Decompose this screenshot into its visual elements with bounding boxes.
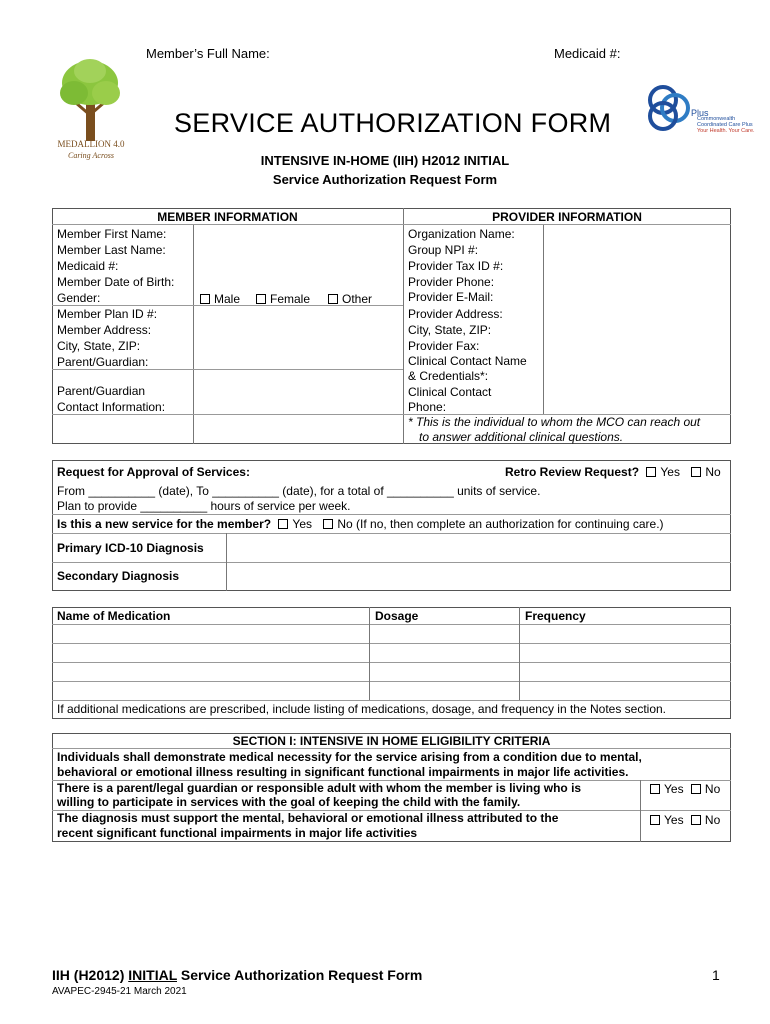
section-1-intro-1: Individuals shall demonstrate medical necessity for the service arising from a condition due to mental, xyxy=(57,750,642,764)
provider-info-heading: PROVIDER INFORMATION xyxy=(492,210,642,224)
member-field-label: Contact Information: xyxy=(57,400,166,414)
primary-diagnosis-label: Primary ICD-10 Diagnosis xyxy=(57,541,204,555)
med-column-header: Name of Medication xyxy=(57,609,171,623)
ccc-plus-circles-icon xyxy=(645,82,695,134)
provider-field-label: Organization Name: xyxy=(408,227,515,241)
provider-field-label: Provider E-Mail: xyxy=(408,290,494,304)
provider-field-label: City, State, ZIP: xyxy=(408,323,492,337)
retro-no-checkbox[interactable] xyxy=(691,467,701,477)
member-field-label: Member Address: xyxy=(57,323,152,337)
criteria-2-line-2: recent significant functional impairments in major life activities xyxy=(57,826,418,840)
service-date-range-line: From __________ (date), To __________ (date), for a total of __________ units of service. xyxy=(57,484,541,498)
section-1-intro-2: behavioral or emotional illness resulting in significant functional impairments in major life activities. xyxy=(57,765,629,779)
medallion-logo-text: MEDALLION 4.0 xyxy=(57,139,125,149)
form-title: SERVICE AUTHORIZATION FORM xyxy=(174,108,612,138)
ccc-plus-logo xyxy=(645,82,765,138)
provider-field-label: Provider Phone: xyxy=(408,275,495,289)
provider-field-label: Clinical Contact xyxy=(408,385,492,399)
new-service-yes-checkbox[interactable] xyxy=(278,519,288,529)
provider-field-label: Provider Tax ID #: xyxy=(408,259,504,273)
provider-footnote-1: * This is the individual to whom the MCO can reach out xyxy=(408,415,701,429)
section-1-heading: SECTION I: INTENSIVE IN HOME ELIGIBILITY CRITERIA xyxy=(232,734,551,748)
footer-form-name: IIH (H2012) INITIAL Service Authorization Request Form xyxy=(52,967,423,983)
provider-field-label: Clinical Contact Name xyxy=(408,354,527,368)
criteria-1-options: Yes No xyxy=(650,782,720,797)
gender-option-male[interactable]: Male xyxy=(200,292,240,307)
member-info-heading: MEMBER INFORMATION xyxy=(157,210,298,224)
member-field-label: Medicaid #: xyxy=(57,259,119,273)
medallion-logo xyxy=(50,55,132,165)
page-number: 1 xyxy=(712,967,720,983)
ccc-plus-logo-name: Commonwealth Coordinated Care Plus Your Health. Your Care. xyxy=(697,116,755,134)
member-field-label: Gender: xyxy=(57,291,101,305)
criteria-1-line-2: willing to participate in services with the goal of keeping the child with the family. xyxy=(57,795,521,809)
checkbox-icon[interactable] xyxy=(200,294,210,304)
form-code: AVAPEC-2945-21 March 2021 xyxy=(52,986,187,997)
secondary-diagnosis-label: Secondary Diagnosis xyxy=(57,569,180,583)
provider-field-label: Provider Fax: xyxy=(408,339,480,353)
criteria-2-line-1: The diagnosis must support the mental, behavioral or emotional illness attributed to the xyxy=(57,811,559,825)
medallion-logo-tagline: Caring Across xyxy=(67,151,114,160)
checkbox-icon[interactable] xyxy=(328,294,338,304)
criteria-1-no-checkbox[interactable] xyxy=(691,784,701,794)
criteria-2-options: Yes No xyxy=(650,813,720,828)
criteria-1-yes-checkbox[interactable] xyxy=(650,784,660,794)
retro-review-group: Retro Review Request? Yes No xyxy=(505,465,721,479)
primary-diagnosis-field[interactable] xyxy=(228,535,728,561)
ccc-plus-logo-plus: Plus xyxy=(691,108,709,118)
medicaid-number-label: Medicaid #: xyxy=(554,46,621,61)
criteria-2-yes-checkbox[interactable] xyxy=(650,815,660,825)
criteria-2-no-checkbox[interactable] xyxy=(691,815,701,825)
member-full-name-label: Member’s Full Name: xyxy=(146,46,270,61)
member-field-label: Parent/Guardian xyxy=(57,384,146,398)
retro-yes-label: Yes xyxy=(660,465,680,479)
medications-note: If additional medications are prescribed, include listing of medications, dosage, and frequency in the Notes section. xyxy=(57,702,667,716)
med-column-header: Dosage xyxy=(375,609,419,623)
provider-field-label: Group NPI #: xyxy=(408,243,479,257)
gender-option-female[interactable]: Female xyxy=(256,292,310,307)
member-field-label: Member First Name: xyxy=(57,227,167,241)
secondary-diagnosis-field[interactable] xyxy=(228,564,728,590)
gender-option-other[interactable]: Other xyxy=(328,292,372,307)
form-subtitle-2: Service Authorization Request Form xyxy=(272,172,498,187)
member-field-label: Member Last Name: xyxy=(57,243,166,257)
member-field-label: City, State, ZIP: xyxy=(57,339,141,353)
service-hours-line: Plan to provide __________ hours of service per week. xyxy=(57,499,351,513)
provider-field-label: Phone: xyxy=(408,400,447,414)
checkbox-icon[interactable] xyxy=(256,294,266,304)
retro-no-label: No xyxy=(705,465,721,479)
member-field-label: Member Plan ID #: xyxy=(57,307,158,321)
criteria-1-line-1: There is a parent/legal guardian or responsible adult with whom the member is living who is xyxy=(57,781,582,795)
provider-field-label: & Credentials*: xyxy=(408,369,489,383)
med-column-header: Frequency xyxy=(525,609,586,623)
new-service-group: Is this a new service for the member? Yes No (If no, then complete an authorization for continuing care.) xyxy=(57,517,664,531)
member-field-label: Parent/Guardian: xyxy=(57,355,149,369)
form-subtitle-1: INTENSIVE IN-HOME (IIH) H2012 INITIAL xyxy=(260,153,510,168)
request-approval-label: Request for Approval of Services: xyxy=(57,465,250,479)
retro-yes-checkbox[interactable] xyxy=(646,467,656,477)
new-service-no-checkbox[interactable] xyxy=(323,519,333,529)
provider-field-label: Provider Address: xyxy=(408,307,503,321)
member-field-label: Member Date of Birth: xyxy=(57,275,175,289)
provider-footnote-2: to answer additional clinical questions. xyxy=(419,430,624,444)
